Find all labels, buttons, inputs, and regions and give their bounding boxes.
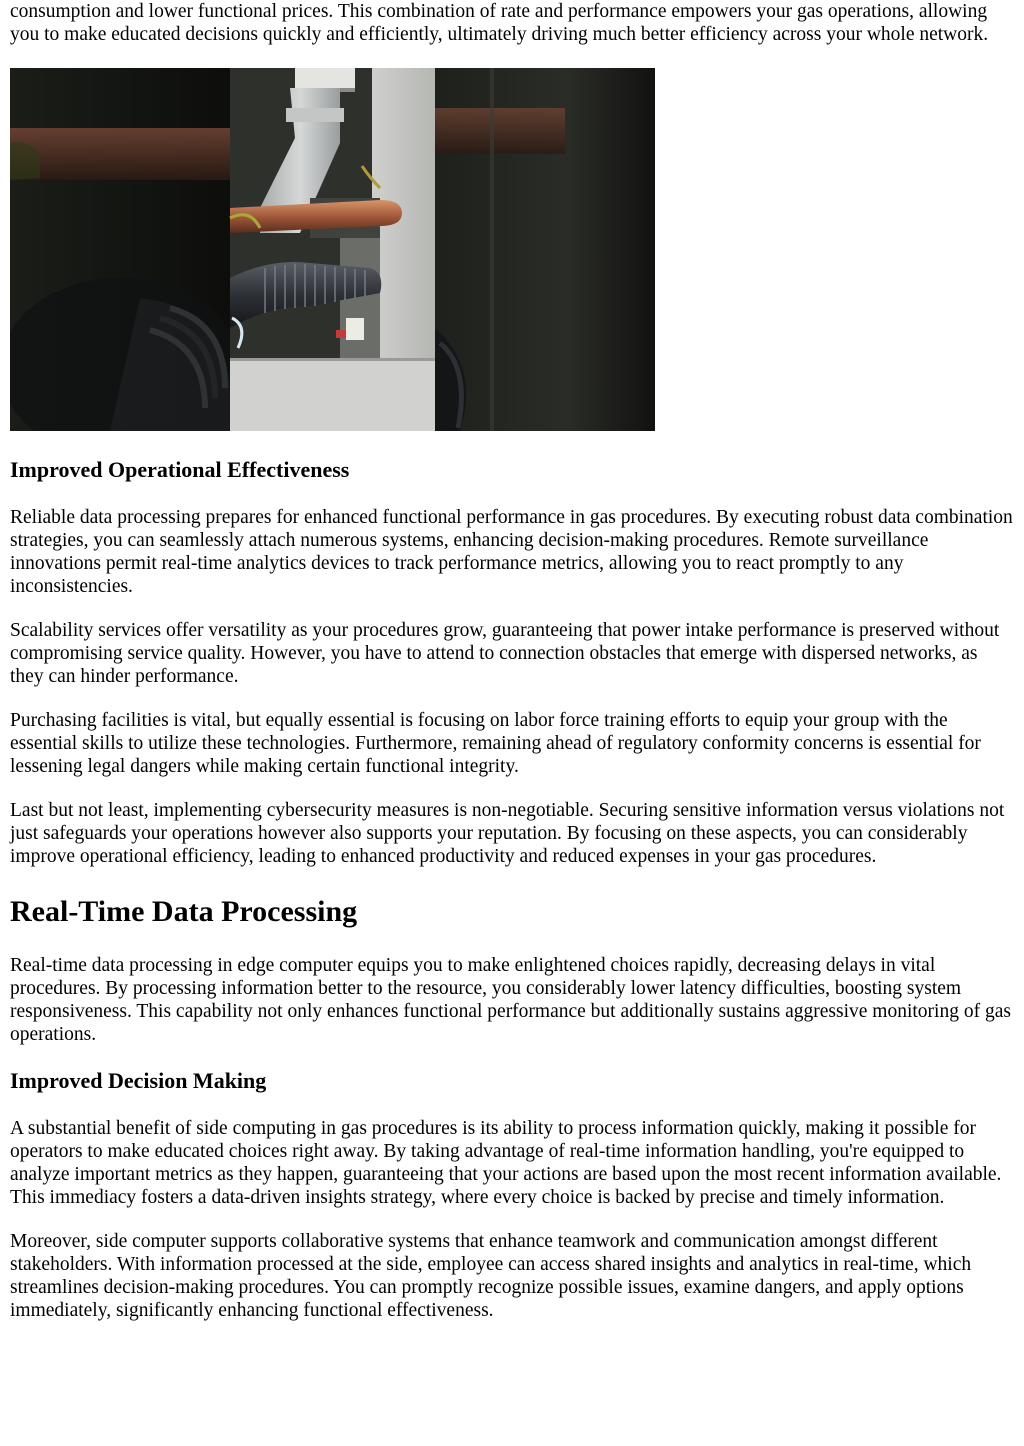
article-body	[10, 0, 1014, 1322]
intro-paragraph: consumption and lower functional prices. This combination of rate and performance empowers your gas operations, allowing you to make educated decisions quickly and efficiently, ultimately driving much better efficiency across your whole network.	[10, 1, 989, 45]
operational-paragraph-2: Scalability services offer versatility as your procedures grow, guaranteeing that power intake performance is preserved without compromising service quality. However, you have to attend to connection obstacles that emerge with dispersed networks, as they can hinder performance.	[10, 620, 1000, 687]
operational-paragraph-1: Reliable data processing prepares for enhanced functional performance in gas procedures. By executing robust data combination strategies, you can seamlessly attach numerous systems, enhancing decision-making procedures. Remote surveillance innovations permit real-time analytics devices to track performance metrics, allowing you to react promptly to any inconsistencies.	[10, 507, 1013, 597]
operational-paragraph-4: Last but not least, implementing cybersecurity measures is non-negotiable. Securing sensitive information versus violations not just safeguards your operations however also supports your reputation. By focusing on these aspects, you can considerably improve operational efficiency, leading to enhanced productivity and reduced expenses in your gas procedures.	[10, 800, 1005, 867]
realtime-paragraph: Real-time data processing in edge computer equips you to make enlightened choices rapidly, decreasing delays in vital procedures. By processing information better to the resource, you considerably lower latency difficulties, boosting system responsiveness. This capability not only enhances functional performance but additionally sustains aggressive monitoring of gas operations.	[10, 955, 1011, 1045]
decision-paragraph-1: A substantial benefit of side computing in gas procedures is its ability to process information quickly, making it possible for operators to make educated choices right away. By taking advantage of real-time information handling, you're equipped to analyze important metrics as they happen, guaranteeing that your actions are based upon the most recent information available. This immediacy fosters a data-driven insights strategy, where every choice is backed by precise and timely information.	[10, 1118, 1002, 1208]
section-heading-real-time-data-processing: Real-Time Data Processing	[10, 895, 358, 928]
decision-paragraph-2: Moreover, side computer supports collaborative systems that enhance teamwork and communication amongst different stakeholders. With information processed at the side, employee can access shared insights and analytics in real-time, which streamlines decision-making procedures. You can promptly recognize possible issues, examine dangers, and apply options immediately, significantly enhancing functional effectiveness.	[10, 1231, 972, 1321]
section-heading-operational-effectiveness: Improved Operational Effectiveness	[10, 457, 350, 482]
operational-paragraph-3: Purchasing facilities is vital, but equally essential is focusing on labor force training efforts to equip your group with the essential skills to utilize these technologies. Furthermore, remaining ahead of regulatory conformity concerns is essential for lessening legal dangers while making certain functional integrity.	[10, 710, 981, 777]
boiler-interior-pipes-photo	[10, 68, 655, 431]
section-heading-decision-making: Improved Decision Making	[10, 1068, 267, 1093]
